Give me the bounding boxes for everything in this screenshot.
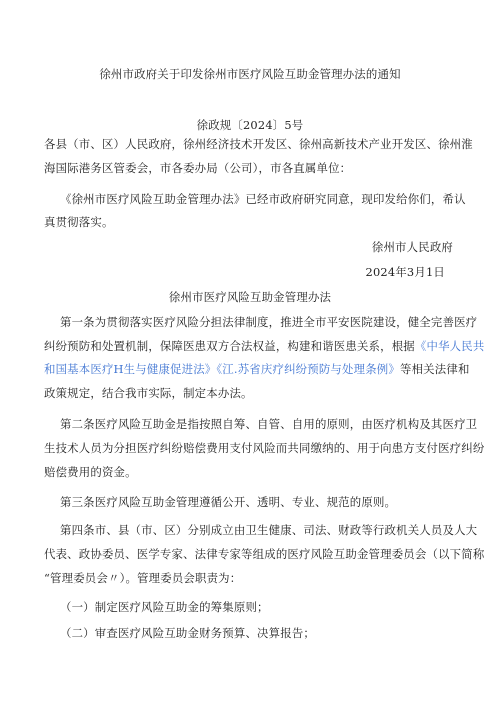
article-1-line-2-text: 纠纷预防和处置机制，保障医患双方合法权益，构建和谐医患关系，根据: [44, 339, 415, 353]
notice-line-2: 真贯彻落实。: [44, 215, 114, 229]
recipients-line-2: 海国际港务区管委会，市各委办局（公司），市各直属单位：: [44, 161, 352, 175]
article-4-line-3: “管理委员会〃）。管理委员会职责为：: [44, 571, 242, 585]
recipients-line-1: 各县（市、区）人民政府，徐州经济技术开发区、徐州高新技术产业开发区、徐州淮: [44, 137, 473, 151]
article-1-line-4: 政策规定，结合我市实际，制定本办法。: [44, 386, 253, 400]
article-4-item-1: （一）制定医疗风险互助金的筹集原则；: [60, 600, 269, 614]
article-1-line-3-text: 等相关法律和: [399, 362, 470, 376]
issuer-signature: 徐州市人民政府: [371, 240, 453, 254]
law-link-basic-healthcare[interactable]: 《中华人民共: [414, 339, 485, 353]
article-1-line-1: 第一条为贯彻落实医疗风险分担法律制度，推进全市平安医院建设，健全完善医疗: [60, 315, 478, 329]
article-2-line-3: 赔偿费用的资金。: [44, 465, 137, 479]
article-4-line-2: 代表、政协委员、医学专家、法律专家等组成的医疗风险互助金管理委员会（以下简称: [44, 547, 485, 561]
article-4-line-1: 第四条市、县（市、区）分别成立由卫生健康、司法、财政等行政机关人员及人大: [60, 523, 478, 537]
notice-line-1: 《徐州市医疗风险互助金管理办法》已经市政府研究同意，现印发给你们，希认: [60, 192, 466, 206]
article-1-line-3: [44, 362, 470, 376]
document-title: 徐州市政府关于印发徐州市医疗风险互助金管理办法的通知: [99, 67, 401, 81]
measures-title: 徐州市医疗风险互助金管理办法: [168, 290, 332, 304]
issue-date: 2024年3月1日: [365, 265, 445, 279]
article-2-line-1: 第二条医疗风险互助金是指按照自筹、自管、自用的原则，由医疗机构及其医疗卫: [60, 417, 478, 431]
document-number: 徐政规〔2024〕5号: [196, 118, 304, 132]
article-4-item-2: （二）审查医疗风险互助金财务预算、决算报告；: [60, 626, 315, 640]
article-3-line-1: 第三条医疗风险互助金管理遵循公开、透明、专业、规范的原则。: [60, 495, 397, 509]
law-link-regulations[interactable]: 和国基本医疗H生与健康促进法》《江.苏省庆疗纠纷预防与处理条例》: [44, 362, 400, 376]
article-2-line-2: 生技术人员为分担医疗纠纷赔偿费用支付风险而共同缴纳的、用于向患方支付医疗纠纷: [44, 441, 485, 455]
article-1-line-2: [44, 339, 484, 353]
